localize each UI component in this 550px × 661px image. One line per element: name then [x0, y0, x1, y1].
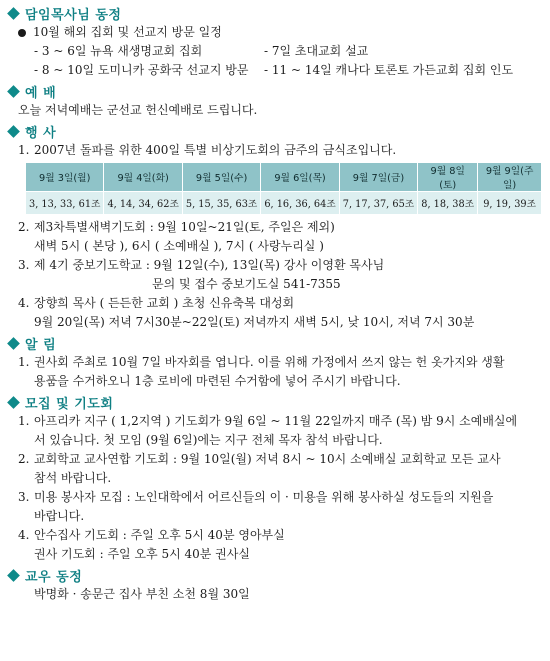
item-text: 제3차특별새벽기도회 : 9월 10일~21일(토, 주일은 제외) [34, 220, 335, 234]
bullet-text: 10월 해외 집회 및 선교지 방문 일정 [33, 25, 222, 39]
diamond-icon [7, 7, 20, 20]
section-title: 모집 및 기도회 [25, 396, 114, 412]
list-item [4, 141, 542, 160]
table-cell: 3, 13, 33, 61조 [26, 192, 104, 215]
item-text: 아프리카 지구 ( 1,2지역 ) 기도회가 9월 6일 ~ 11월 22일까지 매주 (목) 밤 9시 소예배실에 [34, 414, 518, 428]
item-text: 제 4기 중보기도학교 : 9월 12일(수), 13일(목) 강사 이영환 목사님 [34, 258, 385, 272]
list-item [4, 526, 542, 545]
diamond-icon [7, 85, 20, 98]
section-header-notice [4, 333, 542, 353]
item-number: 2. [18, 220, 30, 234]
item-continuation: 참석 바랍니다. [34, 471, 112, 485]
item-number: 3. [18, 258, 30, 272]
item-continuation: 새벽 5시 ( 본당 ), 6시 ( 소예배실 ), 7시 ( 사랑누리실 ) [34, 239, 324, 253]
list-item [4, 412, 542, 431]
bullet-dot-icon [18, 29, 26, 37]
list-item [4, 294, 542, 313]
table-cell: 4, 14, 34, 62조 [104, 192, 182, 215]
table-cell: 6, 16, 36, 64조 [261, 192, 339, 215]
item-number: 2. [18, 452, 30, 466]
item-text: 미용 봉사자 모집 : 노인대학에서 어르신들의 이 · 미용을 위해 봉사하실 성도들의 지원을 [34, 490, 494, 504]
section-title: 담임목사님 동정 [25, 7, 122, 23]
table-row [26, 192, 542, 215]
item-continuation: 문의 및 접수 중보기도실 541-7355 [152, 277, 341, 291]
item-continuation: 9월 20일(목) 저녁 7시30분~22일(토) 저녁까지 새벽 5시, 낮 10시, 저녁 7시 30분 [34, 315, 475, 329]
item-number: 1. [18, 355, 30, 369]
list-item [4, 488, 542, 507]
section-header-worship [4, 81, 542, 101]
pastor-bullet [4, 23, 542, 42]
diamond-icon [7, 125, 20, 138]
item-number: 1. [18, 143, 30, 157]
item-text: 권사회 주최로 10월 7일 바자회를 엽니다. 이를 위해 가정에서 쓰지 않는 헌 옷가지와 생활 [34, 355, 505, 369]
section-header-recruit [4, 392, 542, 412]
fasting-schedule-table [26, 163, 542, 214]
table-header-row [26, 163, 542, 192]
section-title: 행 사 [25, 125, 57, 141]
item-number: 3. [18, 490, 30, 504]
diamond-icon [7, 337, 20, 350]
table-header: 9월 5일(수) [182, 163, 260, 192]
schedule-row [4, 61, 542, 80]
section-title: 교우 동정 [25, 569, 83, 585]
schedule-row [4, 42, 542, 61]
schedule-item: - 8 ~ 10일 도미니카 공화국 선교지 방문 [34, 63, 249, 77]
schedule-item: - 7일 초대교회 설교 [264, 44, 369, 58]
item-number: 4. [18, 528, 30, 542]
item-continuation: 서 있습니다. 첫 모임 (9월 6일)에는 지구 전체 목자 참석 바랍니다. [34, 433, 383, 447]
diamond-icon [7, 396, 20, 409]
table-cell: 8, 18, 38조 [418, 192, 478, 215]
worship-text: 오늘 저녁예배는 군선교 헌신예배로 드립니다. [18, 103, 258, 117]
item-number: 4. [18, 296, 30, 310]
item-text: 2007년 돌파를 위한 400일 특별 비상기도회의 금주의 금식조입니다. [34, 143, 397, 157]
table-header: 9월 3일(월) [26, 163, 104, 192]
item-text: 교회학교 교사연합 기도회 : 9월 10일(월) 저녁 8시 ~ 10시 소예배실 교회학교 모든 교사 [34, 452, 501, 466]
item-text: 장향희 목사 ( 든든한 교회 ) 초청 신유축복 대성회 [34, 296, 295, 310]
section-header-staff [4, 565, 542, 585]
item-continuation: 권사 기도회 : 주일 오후 5시 40분 권사실 [34, 547, 250, 561]
list-item [4, 450, 542, 469]
schedule-item: - 11 ~ 14일 캐나다 토론토 가든교회 집회 인도 [264, 63, 514, 77]
item-text: 안수집사 기도회 : 주일 오후 5시 40분 영아부실 [34, 528, 285, 542]
table-cell: 7, 17, 37, 65조 [339, 192, 417, 215]
table-header: 9월 9일(주일) [478, 163, 542, 192]
table-header: 9월 6일(목) [261, 163, 339, 192]
diamond-icon [7, 569, 20, 582]
section-header-events [4, 121, 542, 141]
section-header-pastor [4, 3, 542, 23]
item-continuation: 바랍니다. [34, 509, 85, 523]
table-header: 9월 8일(토) [418, 163, 478, 192]
item-number: 1. [18, 414, 30, 428]
table-cell: 9, 19, 39조 [478, 192, 542, 215]
schedule-item: - 3 ~ 6일 뉴욕 새생명교회 집회 [34, 44, 203, 58]
list-item [4, 353, 542, 372]
section-title: 알 림 [25, 337, 57, 353]
list-item [4, 218, 542, 237]
table-cell: 5, 15, 35, 63조 [182, 192, 260, 215]
table-header: 9월 4일(화) [104, 163, 182, 192]
item-continuation: 용품을 수거하오니 1층 로비에 마련된 수거함에 넣어 주시기 바랍니다. [34, 374, 401, 388]
list-item [4, 256, 542, 275]
section-title: 예 배 [25, 85, 57, 101]
table-header: 9월 7일(금) [339, 163, 417, 192]
staff-text: 박명화 · 송문근 집사 부친 소천 8월 30일 [34, 587, 250, 601]
